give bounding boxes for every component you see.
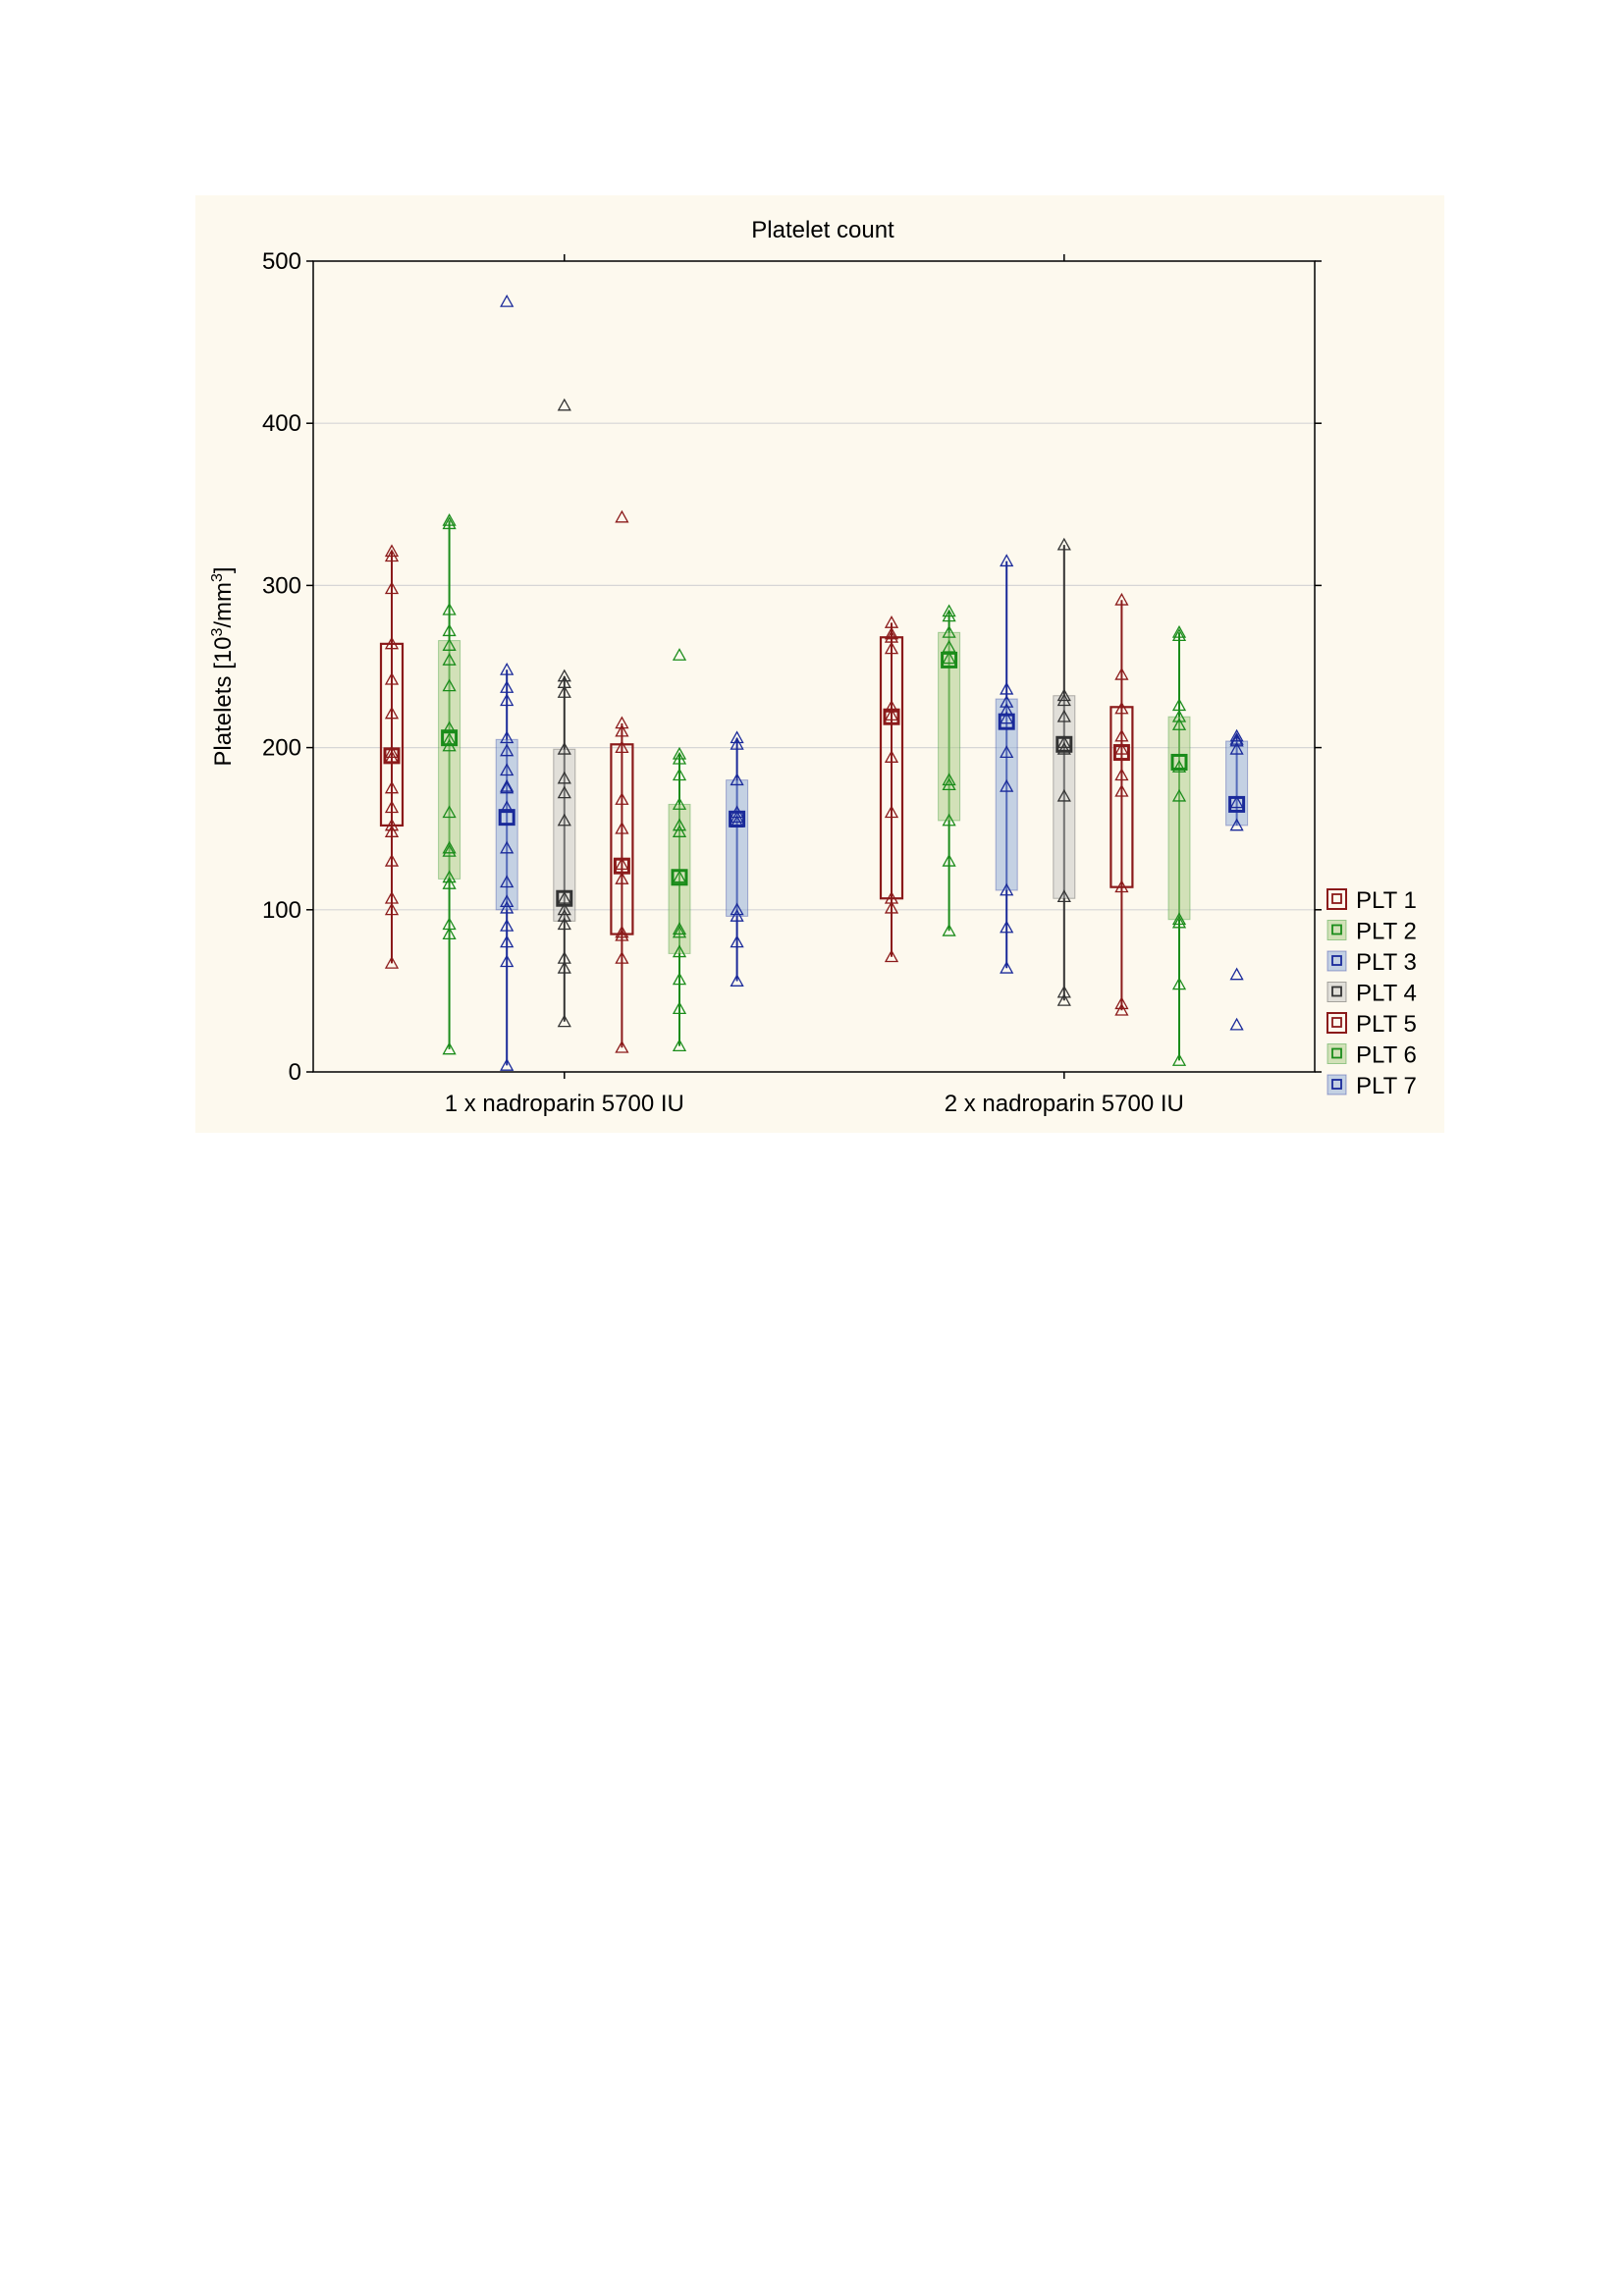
y-tick-label: 500 xyxy=(261,248,301,275)
legend xyxy=(1327,887,1417,1099)
y-axis-label xyxy=(209,566,237,766)
y-tick-label: 400 xyxy=(261,410,301,438)
box-plot-chart xyxy=(195,195,1444,1133)
box-group xyxy=(1226,730,1248,1030)
y-tick-label: 0 xyxy=(288,1059,301,1086)
box xyxy=(1054,696,1075,899)
legend-item xyxy=(1327,919,1417,945)
plot-frame xyxy=(313,261,1315,1072)
x-tick-label: 2 x nadroparin 5700 IU xyxy=(944,1091,1184,1117)
axes xyxy=(262,248,1322,1117)
legend-item xyxy=(1327,1042,1417,1069)
box-group xyxy=(1054,539,1075,1005)
chart-panel xyxy=(195,195,1444,1133)
box-group xyxy=(1110,594,1132,1015)
legend-marker xyxy=(1332,894,1341,903)
legend-item xyxy=(1327,887,1417,914)
legend-label: PLT 7 xyxy=(1356,1073,1417,1099)
legend-label: PLT 2 xyxy=(1356,918,1417,945)
legend-swatch xyxy=(1327,1075,1346,1095)
y-axis-label-exp2: 3 xyxy=(209,573,226,582)
legend-marker xyxy=(1332,1018,1341,1027)
data-point xyxy=(501,295,513,306)
box xyxy=(727,780,748,917)
legend-label: PLT 5 xyxy=(1356,1011,1417,1038)
legend-label: PLT 4 xyxy=(1356,980,1417,1007)
data-point xyxy=(1231,1019,1243,1030)
legend-swatch xyxy=(1327,983,1346,1002)
legend-swatch xyxy=(1327,1044,1346,1064)
box-group xyxy=(381,546,403,968)
y-tick-label: 300 xyxy=(261,572,301,600)
box-group xyxy=(496,295,517,1070)
box-group xyxy=(1168,626,1190,1065)
chart-title: Platelet count xyxy=(751,217,894,243)
y-axis-label-mid: /mm xyxy=(210,581,237,628)
legend-label: PLT 6 xyxy=(1356,1041,1417,1069)
data-point xyxy=(616,511,627,522)
box-group xyxy=(439,514,460,1053)
box-group xyxy=(939,606,960,935)
box-group xyxy=(669,649,690,1050)
legend-swatch xyxy=(1327,951,1346,971)
legend-item xyxy=(1327,1073,1417,1099)
legend-label: PLT 3 xyxy=(1356,949,1417,976)
legend-swatch xyxy=(1327,1013,1346,1033)
plot-area xyxy=(381,295,1248,1070)
y-axis-label-exp1: 3 xyxy=(209,627,226,637)
legend-item xyxy=(1327,1011,1417,1038)
x-tick-label: 1 x nadroparin 5700 IU xyxy=(444,1091,684,1117)
legend-item xyxy=(1327,949,1417,976)
y-axis-label-end: ] xyxy=(210,566,237,574)
box xyxy=(1168,717,1190,920)
gridlines xyxy=(313,423,1315,910)
box-group xyxy=(727,732,748,987)
legend-label: PLT 1 xyxy=(1356,887,1417,914)
box-group xyxy=(554,400,575,1027)
data-point xyxy=(674,649,685,660)
box-group xyxy=(611,511,632,1052)
data-point xyxy=(1231,969,1243,980)
legend-swatch xyxy=(1327,889,1346,909)
data-point xyxy=(559,400,570,410)
legend-item xyxy=(1327,981,1417,1007)
y-tick-label: 200 xyxy=(261,734,301,762)
y-axis-label-main: Platelets [10 xyxy=(210,636,237,767)
legend-swatch xyxy=(1327,921,1346,940)
y-tick-label: 100 xyxy=(261,896,301,924)
